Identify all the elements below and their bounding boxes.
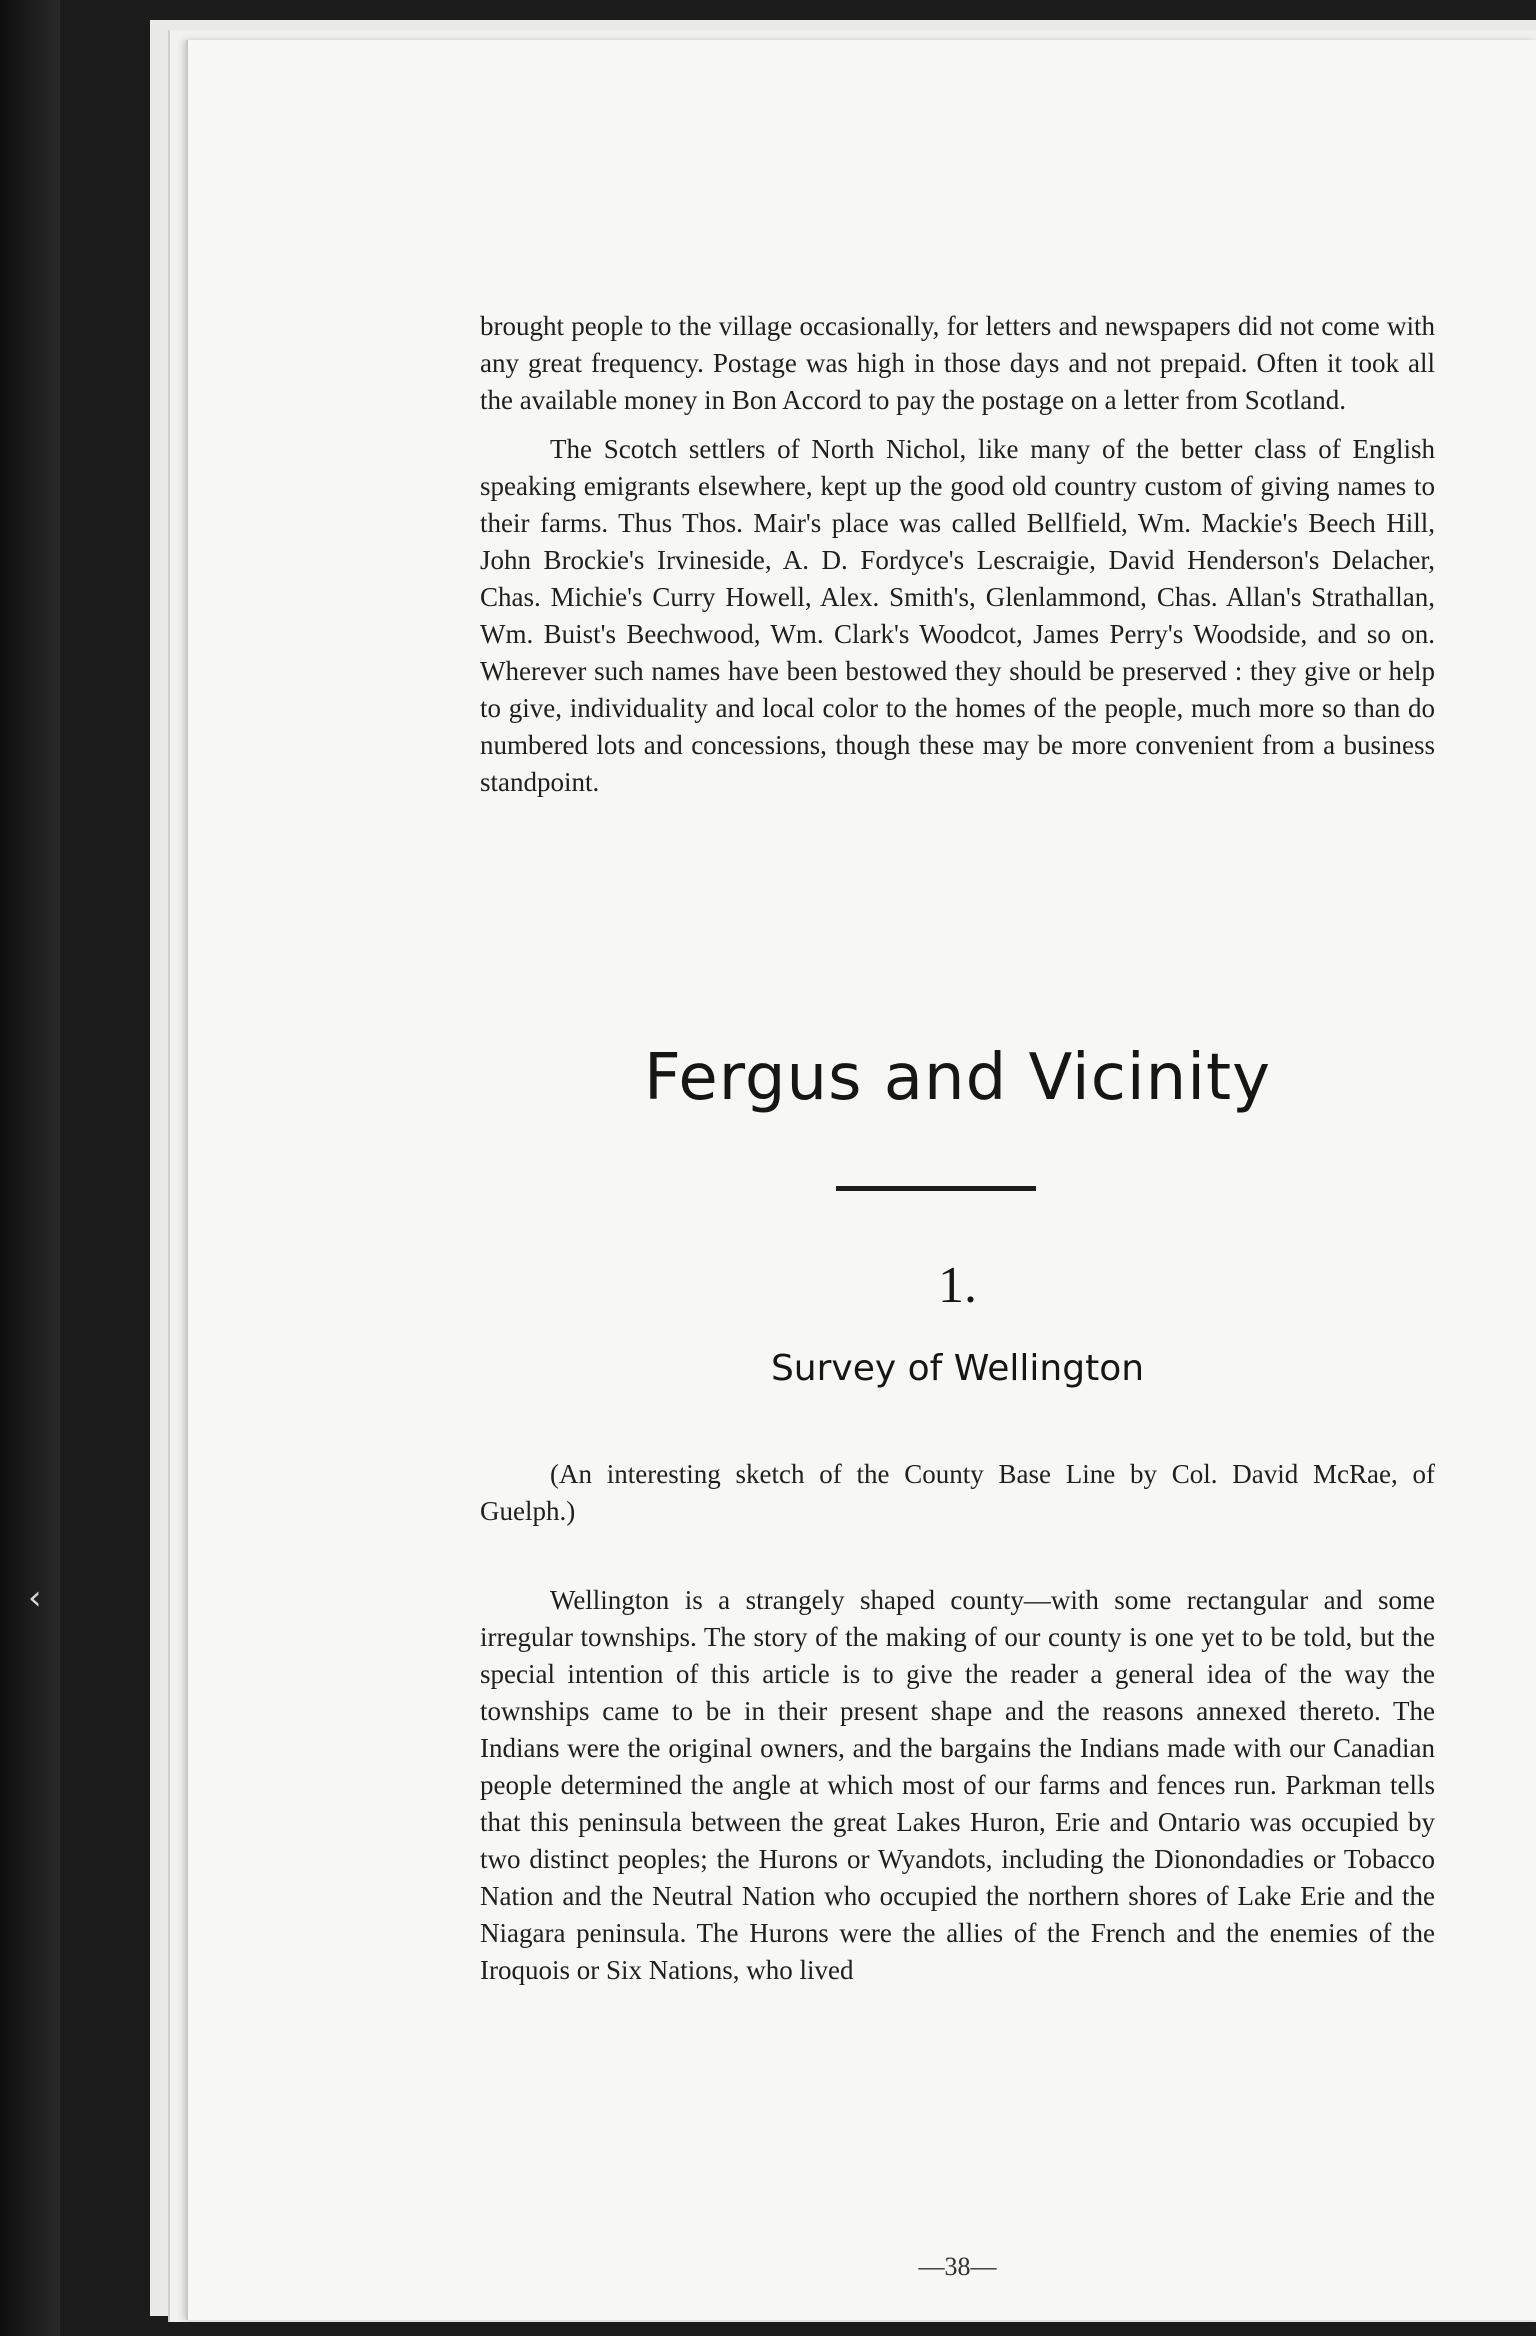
top-text-block: [480, 308, 1435, 801]
paragraph-postage: brought people to the village occasionally, for letters and newspapers did not come with any great frequency. Postage was high in those days and not prepaid. Often it took all the available money in Bon Accord to pay the postage on a letter from Scotland.: [480, 311, 1435, 415]
chapter-title: Fergus and Vicinity: [644, 1041, 1271, 1115]
title-rule: [836, 1186, 1036, 1191]
section-title: Survey of Wellington: [770, 1348, 1145, 1389]
page-number: —38—: [918, 2252, 997, 2281]
margin-mark: ‹: [28, 1578, 42, 1618]
section-number: 1.: [938, 1257, 977, 1314]
paragraph-farm-names: The Scotch settlers of North Nichol, like many of the better class of English speaking emigrants elsewhere, kept up the good old country custom of giving names to their farms. Thus Thos. Mair's place was called Bellfield, Wm. Mackie's Beech Hill, John Brockie's Irvineside, A. D. Fordyce's Lescraigie, David Henderson's Delacher, Chas. Michie's Curry Howell, Alex. Smith's, Glenlammond, Chas. Allan's Strathallan, Wm. Buist's Beechwood, Wm. Clark's Woodcot, James Perry's Woodside, and so on. Wherever such names have been bestowed they should be preserved : they give or help to give, individuality and local color to the homes of the people, much more so than do numbered lots and concessions, though these may be more convenient from a business standpoint.: [480, 434, 1435, 797]
intro-paragraph: (An interesting sketch of the County Base Line by Col. David McRae, of Guelph.): [480, 1459, 1435, 1526]
paragraph-wellington: Wellington is a strangely shaped county—with some rectangular and some irregular townships. The story of the making of our county is one yet to be told, but the special intention of this article is to give the reader a general idea of the way the townships came to be in their present shape and the reasons annexed thereto. The Indians were the original owners, and the bargains the Indians made with our Canadian people determined the angle at which most of our farms and fences run. Parkman tells that this peninsula between the great Lakes Huron, Erie and Ontario was occupied by two distinct peoples; the Hurons or Wyandots, including the Dionondadies or Tobacco Nation and the Neutral Nation who occupied the northern shores of Lake Erie and the Niagara peninsula. The Hurons were the allies of the French and the enemies of the Iroquois or Six Nations, who lived: [480, 1585, 1435, 1985]
scan-edge: [0, 0, 60, 2336]
bottom-text-block: [480, 1456, 1435, 1989]
